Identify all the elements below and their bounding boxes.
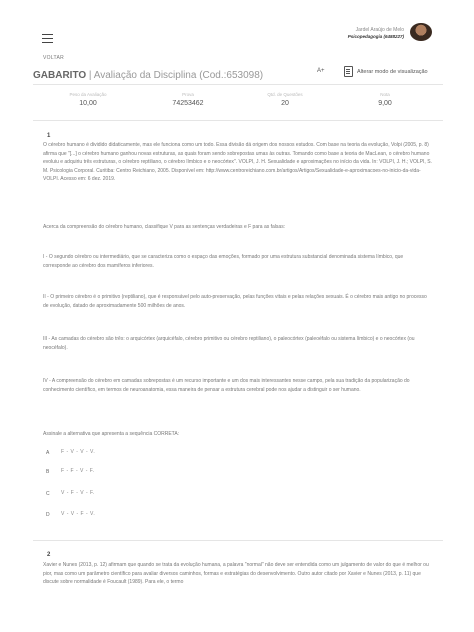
option-text: V - V - F - V. xyxy=(61,511,96,517)
option-letter: B xyxy=(46,469,50,475)
answer-option-d[interactable] xyxy=(43,510,163,522)
statement-item: IV - A compreensão do cérebro em camadas sobrepostas é um recurso importante e um dos mais interessantes nesse campo, pela sua tradição da popularização do conhecimento científico, em termos de neuroanatomia, essa maneira de pensar a estrutura cerebral pode nos ajudar a distinguir o ser humano. xyxy=(43,378,410,393)
user-name: Jardel Araújo de Melo xyxy=(355,27,404,33)
stat-weight-label: Peso da Avaliação xyxy=(69,92,107,97)
stat-exam xyxy=(158,92,218,107)
option-text: F - F - V - F. xyxy=(61,468,95,474)
font-size-button[interactable]: A+ xyxy=(317,68,325,74)
page-title-row xyxy=(33,65,443,81)
stat-questions xyxy=(255,92,315,107)
page-title: | Avaliação da Disciplina (Cod.:653098) xyxy=(86,70,264,81)
page-title-gabarito: GABARITO xyxy=(33,70,87,81)
option-letter: D xyxy=(46,512,50,518)
question-context: O cérebro humano é dividido didaticamente, mas ele funciona como um todo. Essa divisão dá origem dos nossos estudos. Com base na teoria da evolução, Volpi (2005, p. 8) afirma que "[...] o cérebro humano ganhou novas estruturas, as quais foram sendo sobrepostas umas às outras. Tomando como base a teoria de MacLean, o cérebro humano evoluiu e adquiriu três estruturas, o cérebro reptiliano, o cérebro límbico e o neocórtex". VOLPI, J. H. Sexualidade e aproximações no início da vida. In: VOLPI, J. H.; VOLPI, S. M. Psicologia Corporal. Curitiba: Centro Reichiano, 2005. Disponível em: http://www.centroreichiano.com.br/artigos/Artigos/Sexualidade-e-aproximacoes-no-inicio-da-vida-VOLPI. Acesso em: 6 dez. 2019. xyxy=(43,142,432,183)
question-number: 2 xyxy=(47,552,51,558)
menu-icon[interactable] xyxy=(42,34,53,43)
answer-option-c[interactable] xyxy=(43,489,163,501)
statement-item: II - O primeiro cérebro é o primitivo (reptiliano), que é responsável pelo auto-preservação, pelas funções vitais e pelas relações sexuais. É o cérebro mais antigo no processo de evolução, datado de aproximadamente 500 milhões de anos. xyxy=(43,294,427,309)
answer-option-b[interactable] xyxy=(43,467,163,479)
option-letter: A xyxy=(46,450,50,456)
avatar[interactable] xyxy=(410,23,432,41)
question-prompt: Assinale a alternativa que apresenta a sequência CORRETA: xyxy=(43,431,180,437)
question-instruction: Acerca da compreensão do cérebro humano, classifique V para as sentenças verdadeiras e F para as falsas: xyxy=(43,224,286,230)
back-link[interactable]: VOLTAR xyxy=(43,55,65,61)
question-number: 1 xyxy=(47,133,51,139)
user-role: Psicopedagogia (6488227) xyxy=(347,34,404,39)
stat-grade-label: Nota xyxy=(380,92,390,97)
divider xyxy=(33,120,443,121)
view-mode-button[interactable]: Alterar modo de visualização xyxy=(357,69,428,75)
stat-weight-value: 10,00 xyxy=(79,100,97,107)
option-letter: C xyxy=(46,491,50,497)
stat-grade-value: 9,00 xyxy=(378,100,392,107)
question-context: Xavier e Nunes (2013, p. 12) afirmam que quando se trata da evolução humana, a palavra "normal" não deve ser entendida como um julgamento de valor do que é melhor ou pior, mas como um parâmetro científico para avaliar diversos caminhos, formas e estratégias do desenvolvimento. Outro autor citado por Xavier e Nunes (2013, p. 11) que discute sobre normalidade é Foucault (1989). Para ele, o termo xyxy=(43,562,429,586)
view-mode-icon[interactable] xyxy=(344,66,353,77)
top-bar xyxy=(0,0,474,52)
stat-exam-label: Prova xyxy=(182,92,194,97)
answer-option-a[interactable] xyxy=(43,448,163,460)
stat-questions-value: 20 xyxy=(281,100,289,107)
stat-grade xyxy=(365,92,405,107)
stat-weight xyxy=(48,92,128,107)
stat-questions-label: Qtd. de Questões xyxy=(267,92,303,97)
statement-item: III - As camadas do cérebro são três: o arquicórtex (arquicéfalo, cérebro primitivo ou cérebro reptiliano), o paleocórtex (paleoéfalo ou sistema límbico) e o neocórtex (ou neocéfalo). xyxy=(43,336,415,351)
option-text: F - V - V - V. xyxy=(61,449,96,455)
option-text: V - F - V - F. xyxy=(61,490,95,496)
stat-exam-value: 74253462 xyxy=(172,100,204,107)
statement-item: I - O segundo cérebro ou intermediário, que se caracteriza como o espaço das emoções, formado por uma estrutura substancial denominada sistema límbico, que corresponde ao cérebro dos mamíferos inferiores. xyxy=(43,254,404,269)
exam-stats xyxy=(33,92,443,114)
divider xyxy=(33,84,443,85)
divider xyxy=(33,540,443,541)
